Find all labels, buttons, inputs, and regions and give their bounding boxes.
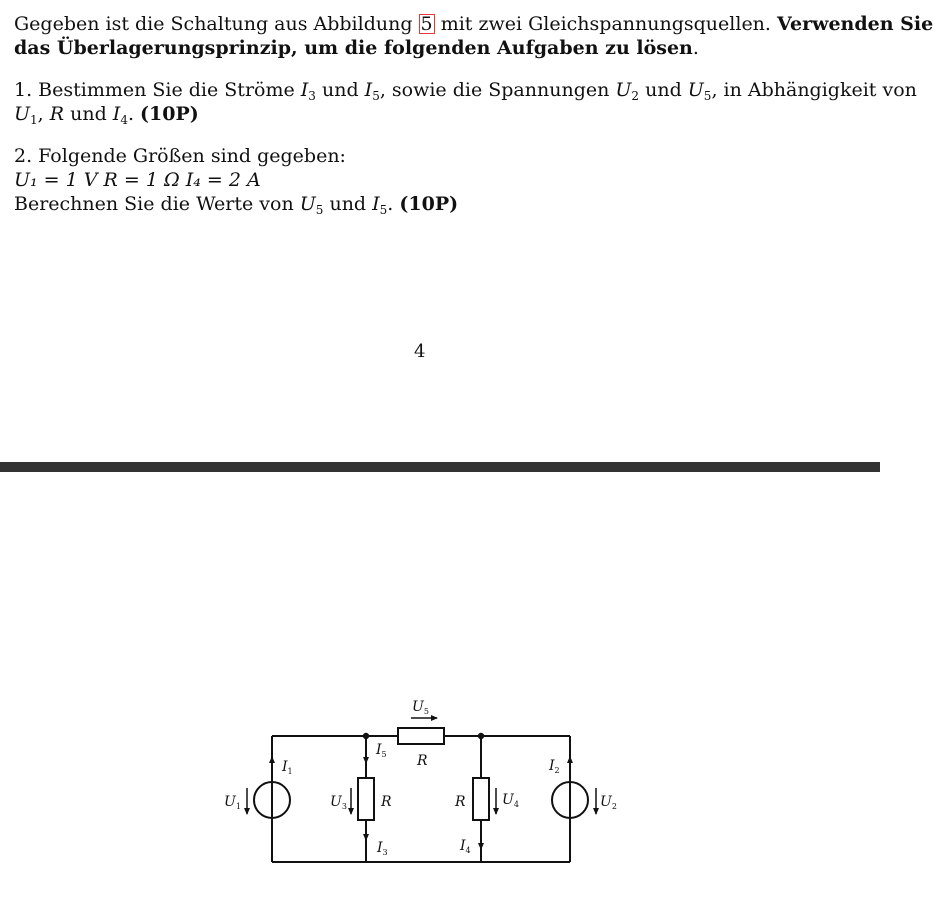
task1-I3: $I_3$ bbox=[300, 79, 316, 103]
task1-I4: $I_4$ bbox=[112, 103, 128, 127]
task2-title: 2. Folgende Größen sind gegeben: bbox=[14, 145, 346, 167]
junction-node-right bbox=[478, 733, 484, 739]
task1-U1: $U_1$ bbox=[14, 103, 38, 127]
label-U4: $U_4$ bbox=[502, 792, 519, 809]
task2-and: und bbox=[329, 193, 367, 215]
task1-suffix: , in Abhängigkeit von bbox=[711, 79, 917, 101]
task1-I5: $I_5$ bbox=[364, 79, 380, 103]
task1-line-1 bbox=[14, 78, 917, 102]
intro-text: Gegeben ist die Schaltung aus Abbildung bbox=[14, 13, 413, 35]
label-I2: $I_2$ bbox=[549, 758, 560, 775]
resistor-right bbox=[473, 778, 489, 820]
label-R-left: R bbox=[381, 794, 392, 810]
label-U3: $U_3$ bbox=[330, 794, 347, 811]
task1-and2: und bbox=[645, 79, 682, 101]
page-divider bbox=[0, 462, 880, 472]
circuit-diagram bbox=[0, 472, 880, 902]
intro-bold-2: das Überlagerungsprinzip, um die folgenden Aufgaben zu lösen bbox=[14, 37, 693, 59]
task1-mid: , sowie die Spannungen bbox=[379, 79, 610, 101]
resistor-top bbox=[398, 728, 444, 744]
label-U5: $U_5$ bbox=[412, 699, 429, 716]
task2-dot: . bbox=[387, 193, 394, 215]
task1-dot: . bbox=[127, 103, 134, 125]
voltage-source-right bbox=[552, 782, 588, 818]
task1-and1: und bbox=[321, 79, 359, 101]
label-R-right: R bbox=[455, 794, 466, 810]
task1-points: (10P) bbox=[140, 103, 199, 125]
task1-and3: und bbox=[70, 103, 107, 125]
task2-U5: $U_5$ bbox=[299, 193, 324, 217]
intro-line-2 bbox=[14, 36, 699, 60]
task1-prefix: 1. Bestimmen Sie die Ströme bbox=[14, 79, 295, 101]
label-R-top: R bbox=[417, 753, 428, 769]
intro-line-1 bbox=[14, 12, 933, 36]
task2-calc-prefix: Berechnen Sie die Werte von bbox=[14, 193, 294, 215]
voltage-source-left bbox=[254, 782, 290, 818]
task1-R: R bbox=[49, 103, 65, 125]
resistor-left bbox=[358, 778, 374, 820]
label-U1: $U_1$ bbox=[224, 794, 241, 811]
label-I5: $I_5$ bbox=[376, 742, 387, 759]
task1-U5: $U_5$ bbox=[687, 79, 712, 103]
figure-reference-link[interactable]: 5 bbox=[420, 13, 433, 35]
document-page-bottom bbox=[0, 472, 880, 902]
page-number: 4 bbox=[414, 341, 426, 362]
task2-calc-line bbox=[14, 192, 458, 216]
label-I1: $I_1$ bbox=[282, 759, 293, 776]
intro-end: . bbox=[692, 37, 699, 59]
label-I4: $I_4$ bbox=[460, 838, 471, 855]
intro-text-after: mit zwei Gleichspannungsquellen. bbox=[440, 13, 771, 35]
task2-I5: $I_5$ bbox=[372, 193, 388, 217]
junction-node-left bbox=[363, 733, 369, 739]
intro-bold-1: Verwenden Sie bbox=[777, 13, 933, 35]
label-U2: $U_2$ bbox=[600, 794, 617, 811]
task1-U2: $U_2$ bbox=[615, 79, 640, 103]
task1-line-2 bbox=[14, 102, 199, 126]
task2-points: (10P) bbox=[399, 193, 459, 215]
task1-comma: , bbox=[37, 103, 44, 125]
label-I3: $I_3$ bbox=[377, 840, 388, 857]
task2-values: U₁ = 1 V R = 1 Ω I₄ = 2 A bbox=[14, 169, 261, 191]
